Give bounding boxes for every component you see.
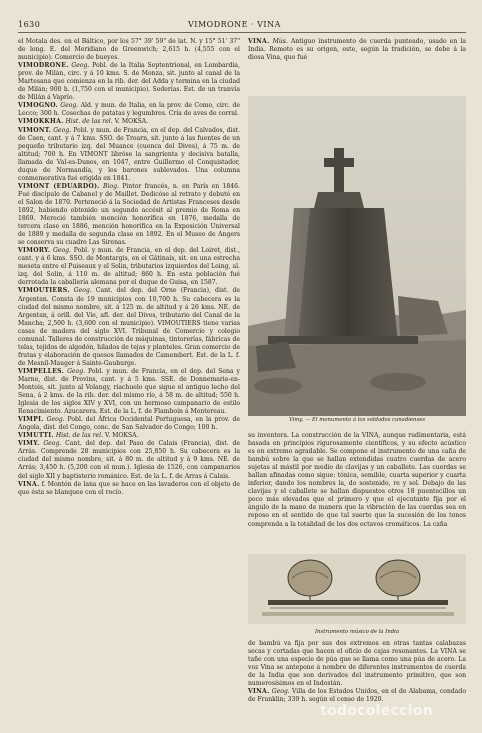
encyclopedia-page: [18, 20, 466, 710]
entry-vimont: [18, 127, 240, 183]
entry-vimpi: [18, 416, 240, 432]
entry-headword: VINA.: [248, 688, 270, 696]
entry-category: Geog.: [67, 367, 86, 375]
entry-vimpelles: [18, 368, 240, 416]
entry-headword: VINA.: [18, 480, 40, 488]
entry-category: Biog.: [103, 182, 119, 190]
entry-text: Ald. y mun. de Italia, en la prov. de Como, circ. de Lecco; 300 h. Cosechas de patatas y legumbres. Cría de aves de corral.: [18, 102, 240, 118]
left-column: [18, 38, 240, 497]
entry-category: Geog.: [73, 287, 92, 295]
entry-vina_mus2: [248, 432, 466, 529]
entry-text: Pintor francés, n. en París en 1846. Fué discípulo de Cabanel y de Maillet. Dedicóse al retrato y debutó en el Salon de 1870. Perteneció á la Sociedad de Artistas Franceses desde 1892, habiendo obtenido un segundo accésit al premio de Roma en 1869. Mereció también mención honorífica en 1876, medalla de tercera clase en 1886, mención honorífica en la Exposición Universal de 1889 y medalla de segunda clase en 1892. En el Museo de Angers se conserva su cuadro Las Sirenas.: [18, 182, 240, 247]
entry-text: Pobl. del África Occidental Portuguesa, en la prov. de Angola, dist. del Congo, conc. de San Salvador do Congo; 100 h.: [18, 416, 240, 432]
entry-vimont_e: [18, 183, 240, 247]
right-column-middle: [248, 432, 466, 529]
entry-vimory: [18, 247, 240, 287]
entry-headword: VIMOKKHA.: [18, 118, 64, 126]
entry-headword: VIMONT.: [18, 126, 52, 134]
entry-category: Hist. de las rel.: [55, 432, 104, 440]
entry-vimodrone: [18, 62, 240, 102]
running-title: VIMODRONE · VINA: [188, 20, 281, 29]
entry-headword: VIMODRONE.: [18, 62, 69, 70]
watermark-logo: todocoleccion: [320, 703, 434, 719]
entry-vina_mus: [248, 38, 466, 62]
entry-vina_geog: [248, 688, 466, 704]
figure-caption-vimy: Vimy. — El monumento á los soldados canadienses: [288, 417, 426, 423]
figure-caption-vina: Instrumento músico de la India: [314, 629, 400, 635]
entry-text: V. MOKSA.: [104, 432, 139, 440]
entry-vimokkha: [18, 118, 240, 126]
entry-text: f. Montón de lana que se hace en las lavaderos con el objeto de que ésta se blanquee con el rocío.: [18, 480, 240, 496]
entry-headword: VIMONT (EDUARDO).: [18, 182, 100, 190]
entry-category: Geog.: [60, 102, 79, 110]
entry-text: Cant. del dep. del Paso de Calais (Francia), dist. de Arrás. Comprende 28 municipios con 25,850 h. Su cabecera es la ciudad del mismo nombre, sit. á 80 m. de altitud y á 9 kms. NE. de Arrás; 3,450 h. (5,200 con el mun.). Iglesia de 1526, con campanarios del siglo XII y baptisterio románico. Est. de la L. f. de Arras á Calais.: [18, 440, 241, 480]
entry-vina_mus3: [248, 640, 466, 688]
entry-text: Pobl. y mun. de Francia, en el dep. del Calvados, dist. de Caen, cant. y á 7 kms. SSO. de Troarn, sit. junto á las fuentes de un pequeño tributario izq. del Muance (cuenca del Dives), á 75 m. de altitud; 700 h. En VIMONT libróse la sangrienta y decisiva batalla, llamada de Val-es-Dunes, en 1047, entre Guillermo el Conquistador, duque de Normandía, y los barones sublevados. Una columna conmemorativa fué erigida en 1841.: [18, 126, 240, 182]
figure-vimy-monument: [248, 96, 466, 426]
entry-text: Pobl. de la Italia Septentrional, en Lombardía, prov. de Milán, circ. y á 10 kms. S. de Monza, sit. junto al canal de la Martesana que comienza en la rib. der. del Adda y termina en la ciudad de Milán; 900 h. (1,750 con el municipio). Sederías. Est. de un tranvía de Milán á Vaprío.: [18, 62, 241, 102]
entry-text: de bambú va fija por sus dos extremos en otras tantas calabazas secas y cortadas que hacen el oficio de cajas resonantes. La VINA se tañe con una especie de púa que se llama como una púa de acero. La voz Vina se antepone á nombre de diferentes instrumentos de cuerda de la India que son derivados del instrumento primitivo, que son numerosísimos en el Indostán.: [248, 640, 466, 688]
entry-headword: VIMPI.: [18, 416, 44, 424]
entry-headword: VIMUTTI.: [18, 432, 54, 440]
page-number: 1630: [18, 20, 41, 29]
entry-category: Geog.: [53, 126, 72, 134]
entry-category: Geog.: [46, 416, 65, 424]
entry-headword: VIMOGNO.: [18, 102, 58, 110]
entry-category: Mús.: [272, 38, 288, 45]
entry-text: el Motala des. en el Báltico, por los 57° 39' 59" de lat. N. y 15° 51' 37" de long. E. del Meridiano de Greenwich; 2,615 h. (4,555 con el municipio). Comercio de bueyes.: [18, 38, 240, 62]
entry-vina: [18, 481, 240, 497]
figure-vina-instrument: [248, 554, 466, 634]
right-column-top: [248, 38, 466, 62]
entry-category: Geog.: [53, 247, 71, 255]
entry-headword: VIMPELLES.: [18, 367, 65, 375]
header-rule: [18, 32, 466, 33]
entry-vimoutiers: [18, 287, 240, 367]
entry-text: Pobl. y mun. de Francia, en el dep. del Loiret, dist., cant. y á 6 kms. SSO. de Montargis, en el Gâtinais, sit. en una estrecha meseta entre el Puiseaux y el Solin, tributarios izquierdos del Loing, al. izq. del Solin, á 110 m. de altitud; 860 h. En esta población fué derrotada la caballería alemana por el duque de Guisa, en 1587.: [18, 247, 241, 287]
entry-headword: VIMY.: [18, 440, 40, 448]
entry-headword: VIMOUTIERS.: [18, 287, 70, 295]
entry-text: Villa de los Estados Unidos, en el de Alabama, condado de Franklin; 339 h. según el censo de 1920.: [248, 688, 466, 704]
entry-text: Antiguo instrumento de cuerda punteado, usado en la India. Remoto es su origen, este, según la tradición, se debe á la diosa Vina, que fué: [248, 38, 466, 62]
vina-instrument-illustration: [248, 554, 466, 624]
entry-cont: [18, 38, 240, 62]
entry-headword: VINA.: [248, 38, 270, 45]
entry-vimogno: [18, 102, 240, 118]
entry-text: Pobl. y mun. de Francia, en el dep. del Sena y Marne, dist. de Provins, cant. y á 5 kms. SSE. de Donnemarie-en-Montois, sit. junto al Volangy, riachuelo que sigue el antiguo lecho del Sena, á 2 kms. de la rib. der. del mismo río, á 58 m. de altitud; 550 h. Iglesia de los siglos XIV y XVI, con un hermoso campanario de estilo Renacimiento. Azucarera. Est. de la L. f. de Flamboin á Montereau.: [18, 367, 240, 416]
right-column-bottom: [248, 640, 466, 704]
entry-text: su inventora. La construcción de la VINA, aunque rudimentaria, está basada en principios rigurosamente científicos, y su efecto acústico es en extremo agradable. Se compone el instrumento de una caña de bambú sobre la que se hallan extendidas cuatro cuerdas de acero sujetas al mástil por medio de clavijas y un caballete. Las cuerdas se hallan afinadas como sigue: tónica, semible, cuarta superior y cuarta inferior, dando los nombres la, do sostenido, re y sol. Debajo de las clavijas y el caballete se hallan dispuestos otros 18 puentecillos un poco más elevados que el primero y que el ejecutante fija por el ángulo de la mano de manera que la vibración de las cuerdas sea en reposo en el sentido de que tal suerte que la sucesión de los tonos comprenda a la totalidad de los dos octavos cromáticos. La caña: [248, 432, 466, 528]
entry-category: Geog.: [71, 62, 90, 70]
entry-category: Hist. de las rel.: [65, 118, 113, 126]
entry-vimy: [18, 440, 240, 480]
entry-vimutti: [18, 432, 240, 440]
entry-category: Geog.: [43, 440, 62, 448]
entry-text: Cant. del dep. del Orne (Francia), dist. de Argentan. Consta de 19 municipios con 10,700 h. Su cabecera es la ciudad del mismo nombre, sit. á 125 m. de altitud y á 26 kms. NE. de Argentan, á orill. del Vie, afl. der. del Dives, tributario del Canal de la Mancha; 2,500 h. (3,600 con el municipio). VIMOUTIERS tiene varias casas de madera del siglo XVI. Tribunal de Comercio y colegio comunal. Talleres de construcción de máquinas, tintorerías, fábricas de telas, tejidos de algodón, hilados de tejas y planteles. Gran comercio de frutas y elaboración de quesos llamados de Camembert. Est. de la L. f. de Mesnil-Mauger á Sainte-Gauburge.: [18, 287, 241, 367]
entry-headword: VIMORY.: [18, 247, 51, 255]
entry-text: V. MOKSA.: [114, 118, 149, 126]
entry-category: Geog.: [271, 688, 290, 696]
monument-photo: [248, 96, 466, 416]
